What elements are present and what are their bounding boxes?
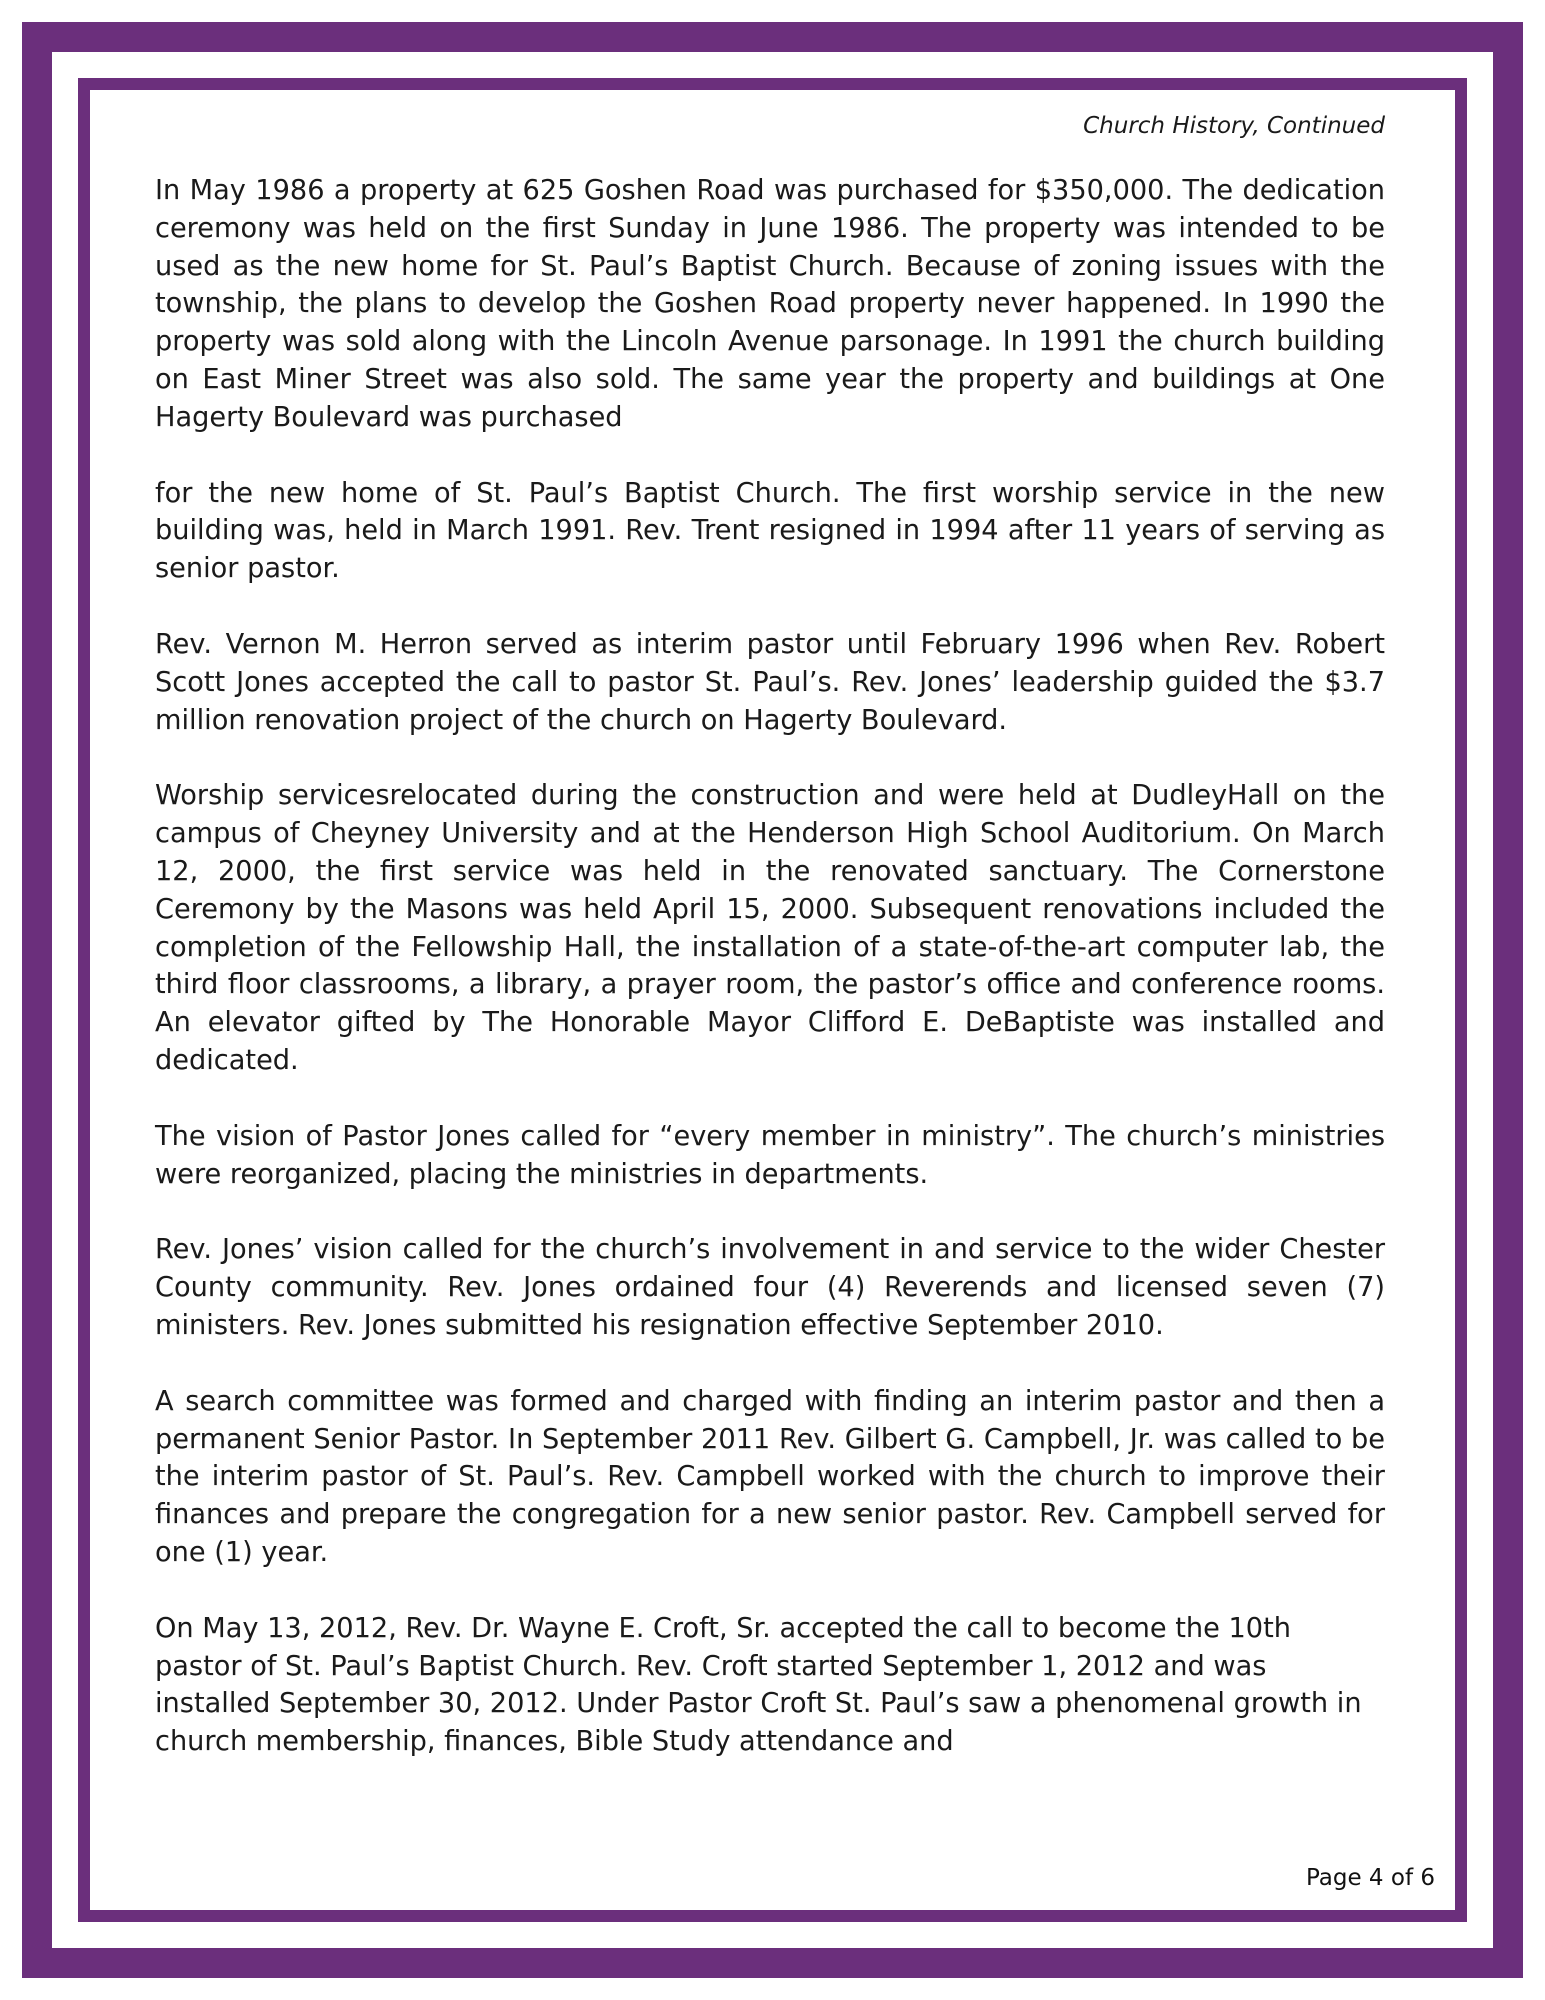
paragraph-search-committee: A search committee was formed and charged with finding an interim pastor and then a permanent Senior Pastor. In September 2011 Rev. Gilbert G. Campbell, Jr. was called to be the interim pastor of St. Paul’s. Rev. Campbell worked with the church to improve their finances and prepare the congregation for a new senior pastor. Rev. Campbell served for one (1) year. bbox=[155, 1385, 1385, 1568]
paragraph-renovation: Worship servicesrelocated during the construction and were held at DudleyHall on the campus of Cheyney University and at the Henderson High School Auditorium. On March 12, 2000, the first service was held in the renovated sanctuary. The Cornerstone Ceremony by the Masons was held April 15, 2000. Subsequent renovations included the completion of the Fellowship Hall, the installation of a state-of-the-art computer lab, the third floor classrooms, a library, a prayer room, the pastor’s office and conference rooms. An elevator gifted by The Honorable Mayor Clifford E. DeBaptiste was installed and dedicated. bbox=[155, 780, 1385, 1076]
paragraph-goshen-road: In May 1986 a property at 625 Goshen Road was purchased for $350,000. The dedication ceremony was held on the first Sunday in June 1986. The property was intended to be used as the new home for St. Paul’s Baptist Church. Because of zoning issues with the township, the plans to develop the Goshen Road property never happened. In 1990 the property was sold along with the Lincoln Avenue parsonage. In 1991 the church building on East Miner Street was also sold. The same year the property and buildings at One Hagerty Boulevard was purchased bbox=[155, 175, 1385, 433]
page-number: Page 4 of 6 bbox=[1305, 1865, 1435, 1891]
paragraph-community: Rev. Jones’ vision called for the church’s involvement in and service to the wider Chester County community. Rev. Jones ordained four (4) Reverends and licensed seven (7) ministers. Rev. Jones submitted his resignation effective September 2010. bbox=[155, 1234, 1385, 1341]
running-header: Church History, Continued bbox=[1083, 113, 1385, 139]
paragraph-croft: On May 13, 2012, Rev. Dr. Wayne E. Croft, Sr. accepted the call to become the 10th pastor of St. Paul’s Baptist Church. Rev. Croft started September 1, 2012 and was installed September 30, 2012. Under Pastor Croft St. Paul’s saw a phenomenal growth in church membership, finances, Bible Study attendance and bbox=[155, 1612, 1362, 1758]
paragraph-herron-jones: Rev. Vernon M. Herron served as interim pastor until February 1996 when Rev. Robert Scott Jones accepted the call to pastor St. Paul’s. Rev. Jones’ leadership guided the $3.7 million renovation project of the church on Hagerty Boulevard. bbox=[155, 628, 1385, 736]
body-text bbox=[155, 172, 1385, 1799]
paragraph-hagerty-boulevard: for the new home of St. Paul’s Baptist Church. The first worship service in the new building was, held in March 1991. Rev. Trent resigned in 1994 after 11 years of serving as senior pastor. bbox=[155, 477, 1385, 585]
paragraph-vision: The vision of Pastor Jones called for “every member in ministry”. The church’s ministries were reorganized, placing the ministries in departments. bbox=[155, 1120, 1385, 1190]
